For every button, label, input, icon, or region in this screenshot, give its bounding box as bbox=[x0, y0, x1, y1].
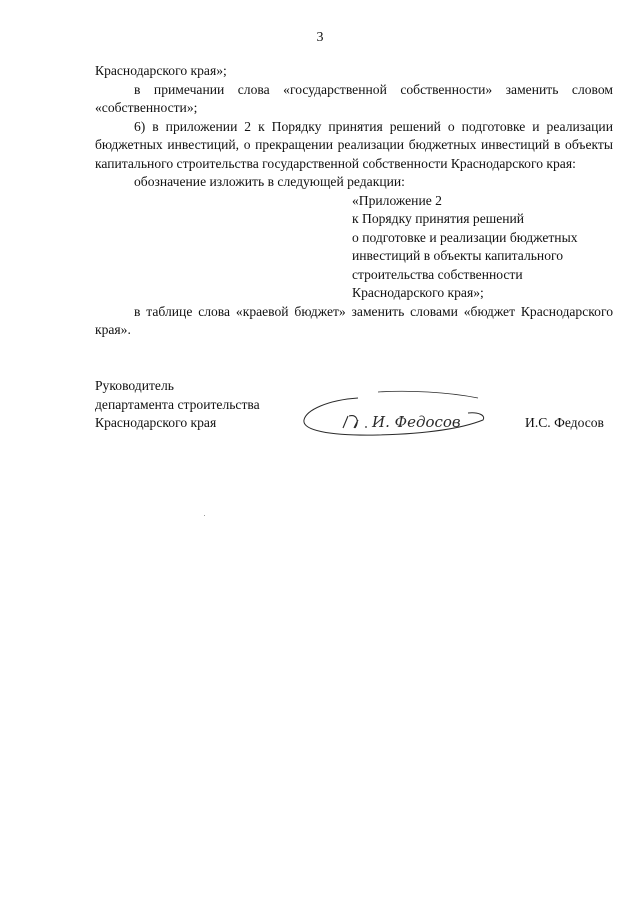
paragraph-designation: обозначение изложить в следующей редакции: bbox=[134, 174, 405, 189]
paragraph-item-6: 6) в приложении 2 к Порядку принятия решений о подготовке и реализации бюджетных инвестиций, о прекращении реализации бюджетных инвестиций в объекты капитального строительства государственной собственности Краснодарского края: bbox=[95, 118, 613, 171]
appendix-heading-block bbox=[352, 192, 613, 303]
signature-handwriting: И. Федосов bbox=[372, 413, 461, 431]
signatory-position-line: Руководитель bbox=[95, 378, 174, 393]
appendix-line: «Приложение 2 bbox=[352, 192, 442, 208]
appendix-line: инвестиций в объекты капитального bbox=[352, 248, 564, 263]
signatory-position-line: департамента строительства bbox=[95, 396, 260, 412]
appendix-line: о подготовке и реализации бюджетных bbox=[352, 229, 578, 245]
paragraph-note-replacement: в примечании слова «государственной собственности» заменить словом «собственности»; bbox=[95, 81, 613, 115]
paragraph-continuation: Краснодарского края»; bbox=[95, 63, 227, 78]
paragraph-table-replacement: в таблице слова «краевой бюджет» заменить словами «бюджет Краснодарского края». bbox=[95, 303, 613, 337]
appendix-line: к Порядку принятия решений bbox=[352, 211, 525, 226]
signer-name: И.С. Федосов bbox=[525, 415, 604, 430]
scan-speck bbox=[204, 515, 205, 516]
page-number: 3 bbox=[316, 30, 324, 45]
document-body bbox=[95, 62, 613, 340]
signatory-position-line: Краснодарского края bbox=[95, 415, 217, 430]
appendix-line: Краснодарского края»; bbox=[352, 285, 484, 300]
signatory-position bbox=[95, 377, 260, 433]
handwritten-signature bbox=[298, 390, 488, 442]
appendix-line: строительства собственности bbox=[352, 266, 523, 282]
